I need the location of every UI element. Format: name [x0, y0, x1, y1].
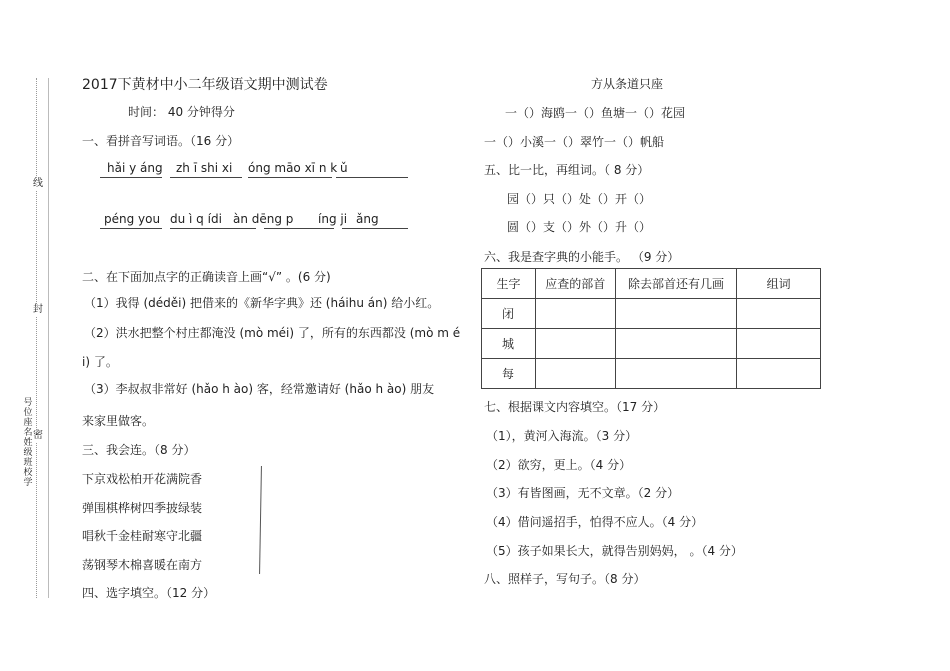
- table-row: [482, 329, 821, 359]
- q1-pinyin-4: ǔ: [340, 161, 348, 175]
- q1-answer-line[interactable]: [248, 177, 332, 178]
- column-header: 组词: [737, 269, 821, 299]
- q1-pinyin-6: du ì q ídi: [170, 212, 222, 226]
- q3-line-4: 荡钢琴木棉喜暖在南方: [82, 558, 203, 572]
- q1-pinyin-5: péng you: [104, 212, 161, 226]
- q1-pinyin-9: ǎng: [356, 212, 379, 226]
- q3-heading: 三、我会连。（8 分）: [82, 443, 196, 457]
- q2-sentence-3-cont: 来家里做客。: [82, 414, 155, 428]
- margin-line-char: 线: [33, 178, 43, 189]
- table-row: [482, 359, 821, 389]
- q7-item-5: （5）孩子如果长大，就得告别妈妈， 。（4 分）: [486, 544, 743, 558]
- q7-item-1: （1），黄河入海流。（3 分）: [486, 429, 638, 443]
- q1-answer-line[interactable]: [100, 228, 162, 229]
- table-row: [482, 299, 821, 329]
- column-header: 生字: [482, 269, 536, 299]
- table-cell-input[interactable]: [737, 329, 821, 359]
- q5-row-2: 圆（）支（）外（）升（）: [507, 220, 652, 234]
- q1-heading: 一、看拼音写词语。（16 分）: [82, 134, 240, 148]
- table-cell-input[interactable]: [737, 299, 821, 329]
- q2-sentence-3: （3）李叔叔非常好 (hǎo h ào) 客，经常邀请好 (hǎo h ào) 朋友: [84, 382, 435, 396]
- margin-seal-char: 封: [33, 304, 43, 315]
- q1-answer-line[interactable]: [342, 228, 408, 229]
- binding-margin-rule: [48, 78, 49, 598]
- q3-line-2: 弹围棋桦树四季披绿装: [82, 501, 203, 515]
- table-cell-char: 城: [482, 329, 536, 359]
- q1-answer-line[interactable]: [170, 228, 256, 229]
- page-title: 2017下黄材中小二年级语文期中测试卷: [82, 77, 328, 93]
- table-cell-input[interactable]: [535, 359, 615, 389]
- q1-answer-line[interactable]: [170, 177, 242, 178]
- q1-answer-line[interactable]: [336, 177, 408, 178]
- binding-margin-dotted-line: [36, 78, 43, 598]
- q5-heading: 五、比一比，再组词。（ 8 分）: [484, 163, 650, 177]
- column-header: 应查的部首: [535, 269, 615, 299]
- q3-divider-line: [259, 466, 262, 574]
- table-cell-input[interactable]: [615, 359, 737, 389]
- q1-answer-line[interactable]: [100, 177, 162, 178]
- q6-heading: 六、我是查字典的小能手。 （9 分）: [484, 250, 680, 264]
- q4-row-1: 一（）海鸥一（）鱼塘一（）花园: [505, 106, 686, 120]
- q4-heading: 四、选字填空。（12 分）: [82, 586, 216, 600]
- q1-pinyin-3: óng māo xī n k: [248, 161, 338, 175]
- q2-heading: 二、在下面加点字的正确读音上画“√” 。(6 分): [82, 270, 331, 284]
- q4-char-options: 方从条道只座: [591, 77, 664, 91]
- margin-secret-char: 密: [33, 430, 43, 441]
- q1-pinyin-8: íng ji: [318, 212, 348, 226]
- table-cell-input[interactable]: [615, 299, 737, 329]
- q1-answer-line[interactable]: [264, 228, 334, 229]
- q7-item-2: （2）欲穷，更上。（4 分）: [486, 458, 632, 472]
- q1-pinyin-1: hǎi y áng: [107, 161, 163, 175]
- column-header: 除去部首还有几画: [615, 269, 737, 299]
- q3-line-1: 下京戏松柏开花满院香: [82, 472, 203, 486]
- q2-sentence-2: （2）洪水把整个村庄都淹没 (mò méi) 了，所有的东西都没 (mò m é: [84, 326, 461, 340]
- table-cell-input[interactable]: [535, 329, 615, 359]
- q7-item-4: （4）借问遥招手，怕得不应人。（4 分）: [486, 515, 704, 529]
- q8-heading: 八、照样子，写句子。（8 分）: [484, 572, 646, 586]
- q5-row-1: 园（）只（）处（）开（）: [507, 192, 652, 206]
- q4-row-2: 一（）小溪一（）翠竹一（）帆船: [484, 135, 665, 149]
- table-cell-input[interactable]: [535, 299, 615, 329]
- table-cell-input[interactable]: [737, 359, 821, 389]
- q2-sentence-1: （1）我得 (déděi) 把借来的《新华字典》还 (háihu án) 给小红。: [84, 296, 440, 310]
- q1-pinyin-7: àn dēng p: [233, 212, 294, 226]
- q2-sentence-2-cont: i) 了。: [82, 355, 118, 369]
- time-score-line: 时间： 40 分钟得分: [128, 105, 235, 119]
- dictionary-table: [481, 268, 821, 389]
- table-cell-char: 闭: [482, 299, 536, 329]
- q3-line-3: 唱秋千金桂耐寒守北疆: [82, 529, 203, 543]
- table-cell-char: 每: [482, 359, 536, 389]
- table-header-row: [482, 269, 821, 299]
- table-cell-input[interactable]: [615, 329, 737, 359]
- margin-student-info: 号位座名姓级班校学: [23, 398, 33, 488]
- q7-item-3: （3）有皆图画，无不文章。（2 分）: [486, 486, 680, 500]
- q7-heading: 七、根据课文内容填空。（17 分）: [484, 400, 666, 414]
- q1-pinyin-2: zh ī shi xi: [176, 161, 233, 175]
